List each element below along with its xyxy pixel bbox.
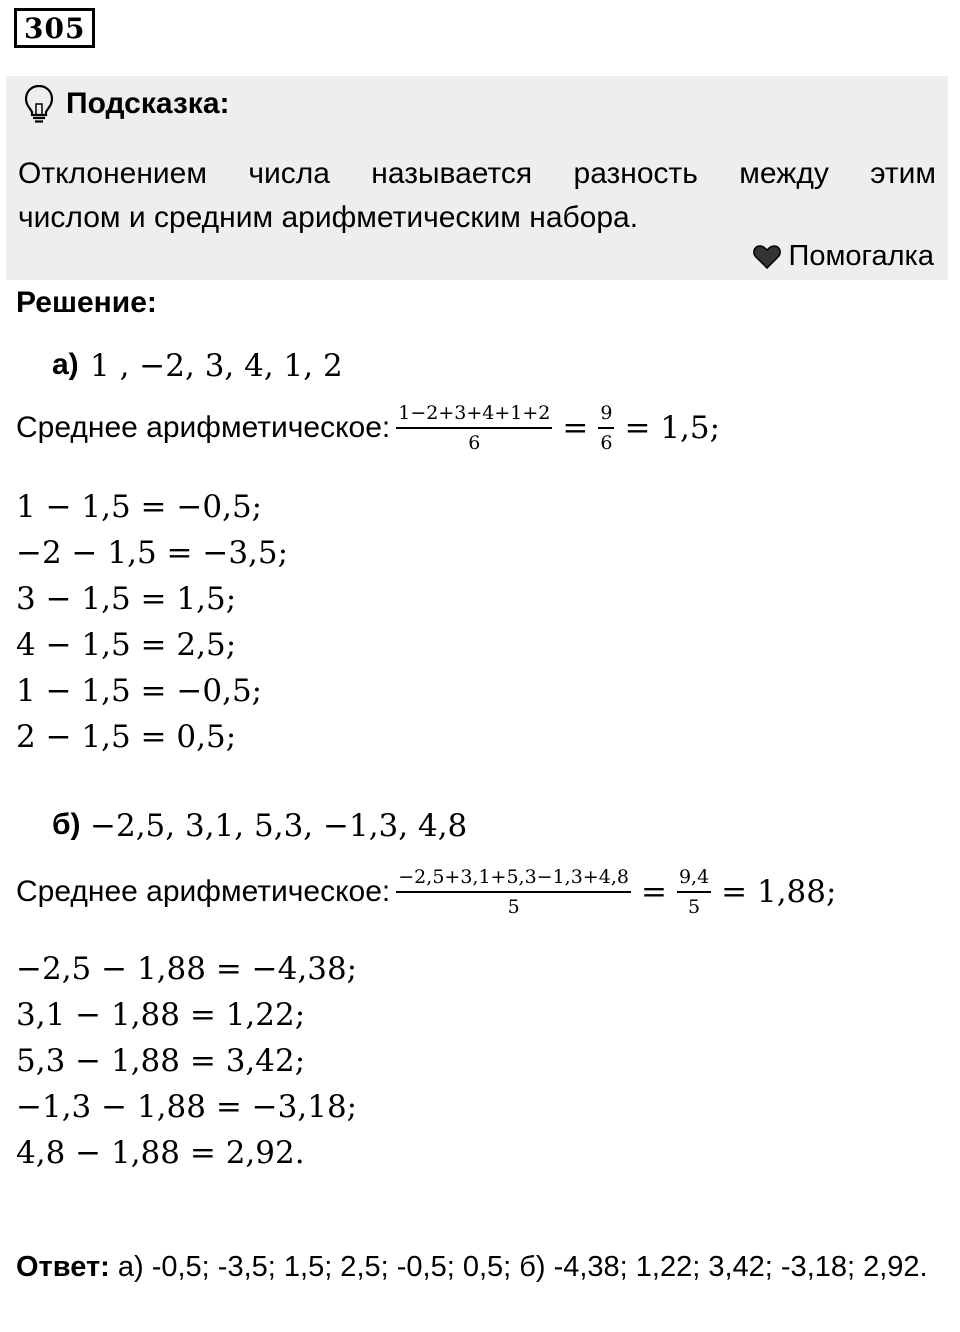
part-b-mean-label: Среднее арифметическое:	[16, 875, 391, 908]
hint-source-label: Помогалка	[788, 240, 934, 272]
part-a-fraction-numerator: 1−2+3+4+1+2	[396, 402, 552, 429]
answer-label: Ответ:	[16, 1251, 110, 1283]
deviation-line: 4,8 − 1,88 = 2,92.	[16, 1135, 305, 1171]
solution-heading: Решение:	[16, 286, 157, 319]
heart-icon	[753, 245, 781, 269]
answer-text: а) -0,5; -3,5; 1,5; 2,5; -0,5; 0,5; б) -4,38; 1,22; 3,42; -3,18; 2,92.	[109, 1251, 928, 1283]
hint-source	[753, 240, 934, 273]
part-a-list: 1 , −2, 3, 4, 1, 2	[90, 348, 343, 384]
hint-text-line2: числом и средним арифметическим набора.	[18, 201, 639, 234]
part-a-fraction-denominator: 6	[468, 432, 481, 454]
part-b-fraction-2-denominator: 5	[688, 896, 701, 918]
part-b-mean-row	[16, 866, 840, 918]
problem-number: 305	[14, 8, 95, 48]
part-b-list: −2,5, 3,1, 5,3, −1,3, 4,8	[90, 808, 468, 844]
hint-text-line1: Отклонением числа называется разность между этим	[18, 157, 936, 190]
lightbulb-icon	[24, 84, 54, 124]
deviation-line: 2 − 1,5 = 0,5;	[16, 719, 237, 755]
part-a-fraction	[396, 402, 552, 454]
hint-box	[6, 76, 948, 280]
part-b-fraction-2-numerator: 9,4	[677, 866, 711, 893]
equals-sign: =	[640, 874, 667, 910]
deviation-line: 3,1 − 1,88 = 1,22;	[16, 997, 306, 1033]
part-b-mean-result: = 1,88;	[721, 874, 837, 910]
deviation-line: −1,3 − 1,88 = −3,18;	[16, 1089, 358, 1125]
part-a-fraction-2	[598, 402, 614, 454]
part-b-fraction-2	[677, 866, 711, 918]
deviation-line: −2 − 1,5 = −3,5;	[16, 535, 289, 571]
part-a-mean-row	[16, 402, 724, 454]
hint-title-text: Подсказка:	[66, 87, 230, 120]
part-b-fraction	[396, 866, 631, 918]
hint-title	[24, 84, 230, 124]
hint-text	[18, 152, 936, 240]
equals-sign: =	[562, 410, 589, 446]
part-b-label: б)	[52, 808, 81, 841]
part-a-fraction-2-denominator: 6	[600, 432, 613, 454]
deviation-line: 4 − 1,5 = 2,5;	[16, 627, 237, 663]
part-b-fraction-numerator: −2,5+3,1+5,3−1,3+4,8	[396, 866, 631, 893]
deviation-line: 3 − 1,5 = 1,5;	[16, 581, 237, 617]
part-a-fraction-2-numerator: 9	[598, 402, 614, 429]
part-a-mean-label: Среднее арифметическое:	[16, 411, 391, 444]
part-b-fraction-denominator: 5	[507, 896, 520, 918]
part-a-label: а)	[52, 348, 79, 381]
deviation-line: 1 − 1,5 = −0,5;	[16, 673, 263, 709]
part-a-deviations	[16, 484, 288, 760]
deviation-line: 5,3 − 1,88 = 3,42;	[16, 1043, 306, 1079]
part-a-mean-result: = 1,5;	[624, 410, 721, 446]
deviation-line: −2,5 − 1,88 = −4,38;	[16, 951, 358, 987]
deviation-line: 1 − 1,5 = −0,5;	[16, 489, 263, 525]
part-b-deviations	[16, 946, 357, 1176]
answer	[16, 1244, 950, 1290]
